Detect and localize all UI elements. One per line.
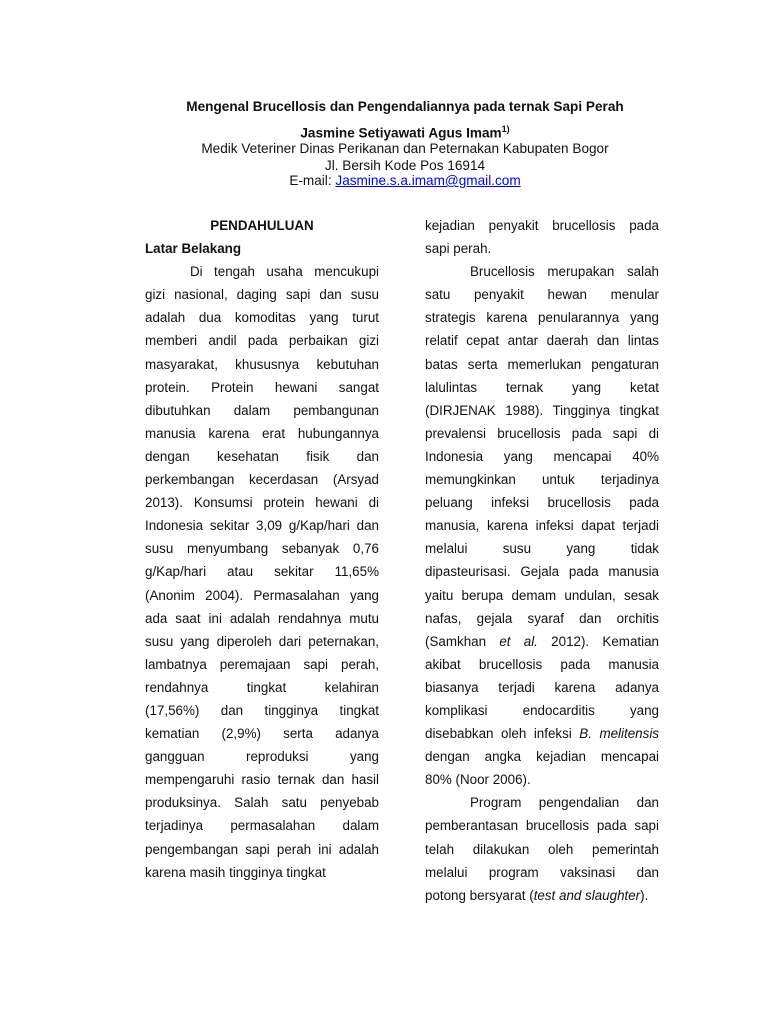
text-line: 80% (Noor 2006). bbox=[425, 772, 531, 788]
text-line: yaitu berupa demam undulan, sesak bbox=[425, 587, 659, 603]
text-line: protein. Protein hewani sangat bbox=[145, 379, 379, 395]
text-line: memberi andil pada perbaikan gizi bbox=[145, 333, 379, 349]
left-body-text bbox=[145, 260, 379, 884]
text-line: dengan angka kejadian mencapai bbox=[425, 749, 659, 765]
text-line: satu penyakit hewan menular bbox=[425, 287, 659, 303]
text-line: memungkinkan untuk terjadinya bbox=[425, 472, 659, 488]
text-line: biasanya terjadi karena adanya bbox=[425, 679, 659, 695]
email-line bbox=[0, 173, 768, 188]
text-line: disebabkan oleh infeksi B. melitensis bbox=[425, 726, 659, 742]
text-line: perkembangan kecerdasan (Arsyad bbox=[145, 472, 379, 488]
text-line: (17,56%) dan tingginya tingkat bbox=[145, 702, 379, 718]
text-line: dibutuhkan dalam pembangunan bbox=[145, 402, 379, 418]
text-line: gangguan reproduksi yang bbox=[145, 749, 379, 765]
author-line bbox=[0, 124, 768, 141]
text-line: Di tengah usaha mencukupi bbox=[190, 264, 379, 280]
text-line: melalui susu yang tidak bbox=[425, 541, 659, 557]
text-line: kejadian penyakit brucellosis pada bbox=[425, 218, 659, 233]
text-line: masyarakat, khususnya kebutuhan bbox=[145, 356, 379, 372]
text-line: sapi perah. bbox=[425, 241, 492, 257]
text-line: susu menyumbang sebanyak 0,76 bbox=[145, 541, 379, 557]
text-line: produksinya. Salah satu penyebab bbox=[145, 795, 379, 811]
right-body-text bbox=[425, 214, 659, 907]
text-line: susu yang diperoleh dari peternakan, bbox=[145, 633, 379, 649]
text-line: dipasteurisasi. Gejala pada manusia bbox=[425, 564, 659, 580]
text-line: 2013). Konsumsi protein hewani di bbox=[145, 495, 379, 511]
text-line: lambatnya peremajaan sapi perah, bbox=[145, 656, 379, 672]
text-line: potong bersyarat (test and slaughter). bbox=[425, 887, 649, 903]
text-line: Indonesia sekitar 3,09 g/Kap/hari dan bbox=[145, 518, 379, 534]
affiliation: Medik Veteriner Dinas Perikanan dan Peternakan Kabupaten Bogor bbox=[201, 141, 609, 156]
text-line: dengan kesehatan fisik dan bbox=[145, 448, 379, 464]
section-heading: PENDAHULUAN bbox=[210, 218, 314, 233]
text-line: manusia karena erat hubungannya bbox=[145, 425, 379, 441]
text-line: gizi nasional, daging sapi dan susu bbox=[145, 287, 379, 303]
text-line: Indonesia yang mencapai 40% bbox=[425, 448, 659, 464]
text-line: rendahnya tingkat kelahiran bbox=[145, 679, 379, 695]
right-column bbox=[425, 214, 659, 907]
text-line: (DIRJENAK 1988). Tingginya tingkat bbox=[425, 402, 659, 418]
text-line: akibat brucellosis pada manusia bbox=[425, 656, 659, 672]
text-line: Brucellosis merupakan salah bbox=[470, 264, 659, 280]
text-line: lalulintas ternak yang ketat bbox=[425, 379, 659, 395]
author-name: Jasmine Setiyawati Agus Imam bbox=[300, 125, 502, 141]
text-line: peluang infeksi brucellosis pada bbox=[425, 495, 659, 511]
text-line: mempengaruhi rasio ternak dan hasil bbox=[145, 772, 379, 788]
left-column bbox=[145, 214, 379, 884]
text-line: manusia, karena infeksi dapat terjadi bbox=[425, 518, 659, 534]
subsection-heading: Latar Belakang bbox=[145, 241, 242, 257]
email-link[interactable]: Jasmine.s.a.imam@gmail.com bbox=[335, 173, 521, 188]
text-line: (Anonim 2004). Permasalahan yang bbox=[145, 587, 379, 603]
text-line: Program pengendalian dan bbox=[470, 795, 659, 811]
email-label: E-mail: bbox=[289, 173, 336, 188]
author-superscript: 1) bbox=[501, 124, 510, 134]
text-line: ada saat ini adalah rendahnya mutu bbox=[145, 610, 379, 626]
text-line: telah dilakukan oleh pemerintah bbox=[425, 841, 659, 857]
text-line: batas serta memerlukan pengaturan bbox=[425, 356, 659, 372]
paper-title: Mengenal Brucellosis dan Pengendaliannya pada ternak Sapi Perah bbox=[186, 99, 624, 114]
text-line: pemberantasan brucellosis pada sapi bbox=[425, 818, 659, 834]
text-line: adalah dua komoditas yang turut bbox=[145, 310, 379, 326]
text-line: nafas, gejala syaraf dan orchitis bbox=[425, 610, 659, 626]
text-line: relatif cepat antar daerah dan lintas bbox=[425, 333, 659, 349]
text-line: karena masih tingginya tingkat bbox=[145, 864, 326, 880]
text-line: kematian (2,9%) serta adanya bbox=[145, 726, 379, 742]
text-line: terjadinya permasalahan dalam bbox=[145, 818, 379, 834]
text-line: prevalensi brucellosis pada sapi di bbox=[425, 425, 659, 441]
address: Jl. Bersih Kode Pos 16914 bbox=[324, 158, 486, 173]
text-line: strategis karena penularannya yang bbox=[425, 310, 659, 326]
text-line: melalui program vaksinasi dan bbox=[425, 864, 659, 880]
text-line: g/Kap/hari atau sekitar 11,65% bbox=[145, 564, 379, 580]
text-line: pengembangan sapi perah ini adalah bbox=[145, 841, 379, 857]
text-line: komplikasi endocarditis yang bbox=[425, 702, 659, 718]
text-line: (Samkhan et al. 2012). Kematian bbox=[425, 633, 660, 649]
